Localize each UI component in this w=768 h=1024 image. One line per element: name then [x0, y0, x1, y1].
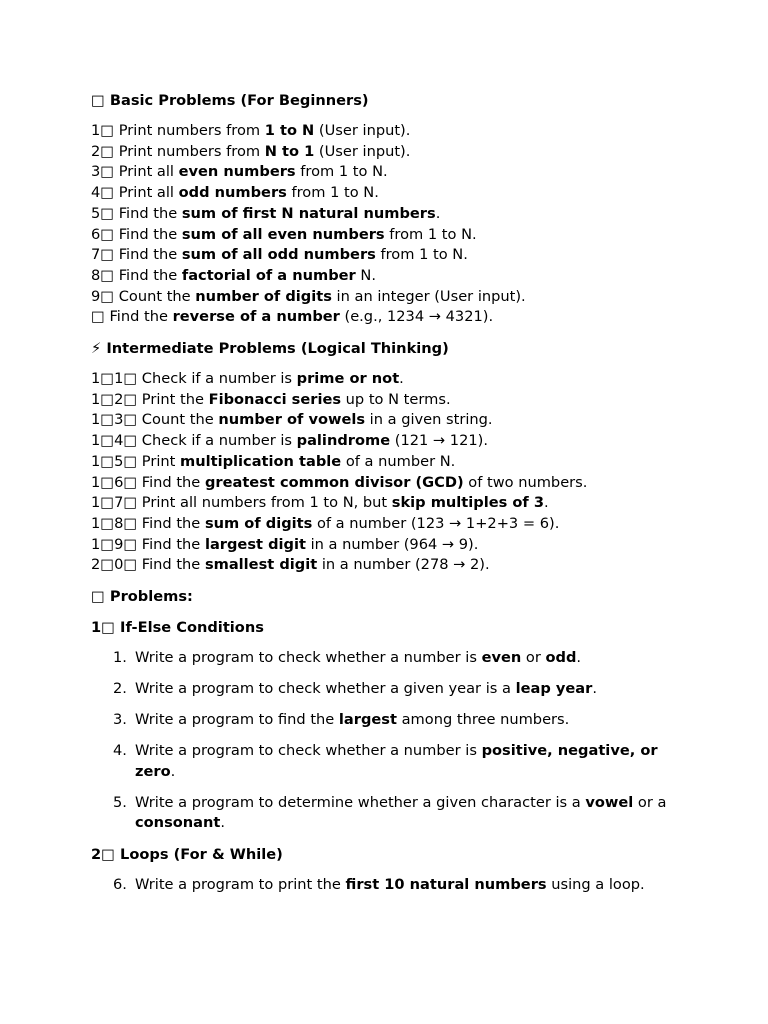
list-item-emphasis: consonant: [135, 814, 221, 832]
list-item-number: 8□: [91, 266, 119, 284]
list-item-number: □: [91, 308, 110, 326]
list-item: [91, 204, 691, 225]
list-item: [91, 710, 691, 731]
list-item-text: .: [544, 494, 549, 512]
list-item-number: 5□: [91, 204, 119, 222]
list-item-text: Write a program to print the: [135, 875, 346, 893]
list-item-text: Find the: [141, 556, 205, 574]
list-item-emphasis: positive, negative, or zero: [135, 742, 658, 780]
list-item-emphasis: 1 to N: [264, 122, 315, 139]
section-heading-intermediate: ⚡ Intermediate Problems (Logical Thinking): [91, 340, 449, 358]
list-item: [91, 390, 691, 411]
list-item-text: Print all: [118, 184, 179, 202]
list-item-emphasis: odd numbers: [178, 184, 287, 202]
list-item: [91, 369, 691, 390]
list-item-text: (User input).: [314, 142, 411, 160]
list-item-text: Find the: [118, 246, 182, 264]
list-item-text: Count the: [141, 411, 219, 429]
list-item-emphasis: sum of digits: [204, 514, 313, 532]
list-item-emphasis: sum of first N natural numbers: [181, 204, 436, 222]
list-item: [91, 245, 691, 266]
list-item-number: 1□: [91, 122, 119, 139]
list-item-number: 6.: [113, 875, 127, 893]
list-item-number: 4□: [91, 184, 119, 202]
if-else-problems-list: [91, 648, 691, 834]
intermediate-problems-list: [91, 369, 691, 576]
list-item-text: Find the: [118, 225, 182, 243]
list-item-number: 1□6□: [91, 473, 142, 491]
list-item-number: 7□: [91, 246, 119, 264]
list-item: [91, 410, 691, 431]
list-item-number: 1□5□: [91, 452, 142, 470]
list-item-text: in a number (964 → 9).: [305, 535, 479, 553]
list-item-text: Write a program to check whether a number is: [135, 742, 482, 760]
list-item-text: (User input).: [314, 122, 411, 139]
list-item-number: 1□7□: [91, 494, 142, 512]
list-item-emphasis: factorial of a number: [181, 266, 356, 284]
list-item-number: 3□: [91, 163, 119, 181]
list-item: [91, 741, 691, 782]
list-item-emphasis: number of vowels: [218, 411, 366, 429]
list-item: [91, 555, 691, 576]
list-item-text: or a: [633, 793, 667, 811]
list-item-number: 1□2□: [91, 390, 142, 408]
list-item: [91, 473, 691, 494]
list-item-text: Count the: [118, 287, 196, 305]
list-item-number: 9□: [91, 287, 119, 305]
list-item-text: .: [220, 814, 226, 832]
list-item-text: Print all numbers from 1 to N, but: [141, 494, 392, 512]
list-item-text: .: [399, 370, 404, 388]
document-page: [91, 90, 691, 905]
list-item-emphasis: even numbers: [178, 163, 296, 181]
list-item-text: from 1 to N.: [384, 225, 477, 243]
list-item: [91, 535, 691, 556]
list-item-number: 1□9□: [91, 535, 142, 553]
list-item: [91, 875, 691, 896]
list-item-number: 1□3□: [91, 411, 142, 429]
list-item-text: in a number (278 → 2).: [317, 556, 490, 574]
list-item-emphasis: first 10 natural numbers: [345, 875, 547, 893]
list-item: [91, 648, 691, 669]
list-item-text: of two numbers.: [463, 473, 588, 491]
list-item-emphasis: smallest digit: [204, 556, 318, 574]
list-item-text: or: [521, 649, 546, 667]
list-item-emphasis: palindrome: [296, 432, 391, 450]
section-heading-problems: □ Problems:: [91, 588, 193, 606]
list-item-text: Print all: [118, 163, 179, 181]
list-item: [91, 431, 691, 452]
list-item-text: Find the: [141, 535, 205, 553]
list-item-emphasis: N to 1: [264, 142, 315, 160]
list-item-text: Print numbers from: [118, 122, 265, 139]
list-item-emphasis: greatest common divisor (GCD): [204, 473, 464, 491]
list-item-text: Find the: [118, 204, 182, 222]
list-item-number: 2□: [91, 142, 119, 160]
list-item: [91, 225, 691, 246]
list-item-text: .: [592, 680, 597, 698]
list-item-text: .: [435, 204, 441, 222]
list-item: [91, 793, 691, 834]
list-item-text: .: [170, 762, 176, 780]
list-item-number: 1□1□: [91, 370, 142, 388]
list-item-text: of a number N.: [341, 452, 456, 470]
list-item-text: of a number (123 → 1+2+3 = 6).: [312, 514, 560, 532]
list-item-emphasis: largest digit: [204, 535, 306, 553]
list-item-number: 5.: [113, 793, 127, 811]
list-item-text: among three numbers.: [396, 711, 570, 729]
list-item-number: 4.: [113, 742, 127, 760]
list-item: [91, 679, 691, 700]
list-item-text: using a loop.: [546, 875, 645, 893]
section-heading-if-else: 1□ If-Else Conditions: [91, 619, 264, 637]
list-item: [91, 162, 691, 183]
list-item-text: (121 → 121).: [390, 432, 488, 450]
list-item-emphasis: leap year: [515, 680, 593, 698]
list-item-number: 1.: [113, 649, 127, 667]
list-item-text: Find the: [109, 308, 173, 326]
list-item-emphasis: reverse of a number: [172, 308, 340, 326]
list-item-emphasis: sum of all even numbers: [181, 225, 385, 243]
list-item: [91, 142, 691, 163]
loops-problems-list: [91, 875, 691, 896]
list-item-emphasis: vowel: [585, 793, 634, 811]
list-item-text: Print numbers from: [118, 142, 265, 160]
list-item-emphasis: prime or not: [296, 370, 400, 388]
list-item-text: Find the: [141, 473, 205, 491]
list-item: [91, 514, 691, 535]
list-item-emphasis: Fibonacci series: [208, 390, 342, 408]
list-item: [91, 183, 691, 204]
list-item: [91, 493, 691, 514]
list-item-text: Write a program to determine whether a given character is a: [135, 793, 586, 811]
list-item-text: in a given string.: [365, 411, 493, 429]
list-item-text: Check if a number is: [141, 370, 297, 388]
list-item-text: Find the: [118, 266, 182, 284]
list-item: [91, 287, 691, 308]
list-item-text: from 1 to N.: [375, 246, 468, 264]
list-item-text: Print: [141, 452, 181, 470]
list-item-number: 2.: [113, 680, 127, 698]
list-item-emphasis: sum of all odd numbers: [181, 246, 376, 264]
list-item-text: Print the: [141, 390, 209, 408]
list-item: [91, 307, 691, 328]
list-item-text: from 1 to N.: [286, 184, 379, 202]
list-item-text: from 1 to N.: [295, 163, 388, 181]
list-item-text: .: [576, 649, 582, 667]
section-heading-basic: □ Basic Problems (For Beginners): [91, 92, 369, 109]
list-item-emphasis: even: [481, 649, 522, 667]
list-item-number: 1□8□: [91, 514, 142, 532]
list-item-text: N.: [355, 266, 376, 284]
list-item-text: Find the: [141, 514, 205, 532]
list-item: [91, 452, 691, 473]
list-item-emphasis: largest: [338, 711, 397, 729]
list-item-text: Write a program to check whether a number is: [135, 649, 482, 667]
list-item-text: Check if a number is: [141, 432, 297, 450]
list-item-text: Write a program to check whether a given year is a: [135, 680, 516, 698]
list-item: [91, 266, 691, 287]
list-item-emphasis: multiplication table: [180, 452, 342, 470]
list-item-number: 3.: [113, 711, 127, 729]
list-item-emphasis: number of digits: [195, 287, 332, 305]
list-item-text: in an integer (User input).: [331, 287, 526, 305]
list-item-number: 2□0□: [91, 556, 142, 574]
basic-problems-list: [91, 121, 691, 328]
list-item: [91, 121, 691, 142]
list-item-number: 6□: [91, 225, 119, 243]
list-item-text: Write a program to find the: [135, 711, 339, 729]
section-heading-loops: 2□ Loops (For & While): [91, 845, 283, 863]
list-item-number: 1□4□: [91, 432, 142, 450]
list-item-emphasis: odd: [545, 649, 577, 667]
list-item-text: up to N terms.: [341, 390, 451, 408]
list-item-text: (e.g., 1234 → 4321).: [339, 308, 494, 326]
list-item-emphasis: skip multiples of 3: [391, 494, 545, 512]
